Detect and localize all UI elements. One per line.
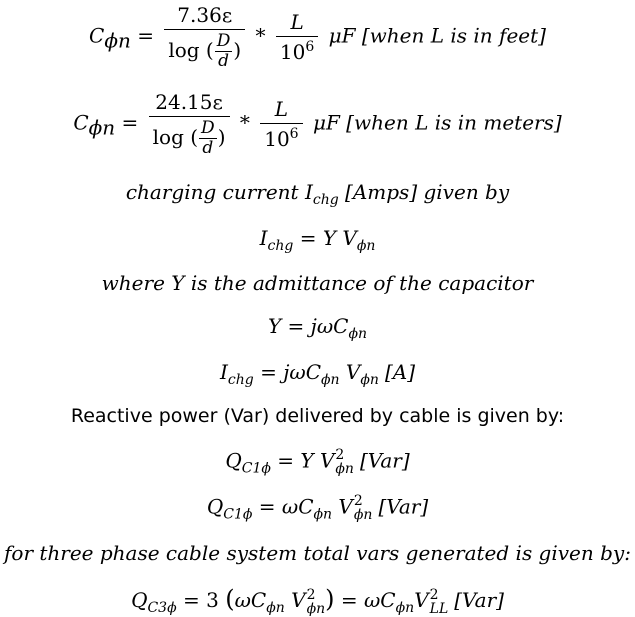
v-sub: ϕn bbox=[306, 600, 326, 617]
charging-current-text bbox=[0, 180, 635, 208]
three-phase-text: for three phase cable system total vars generated is given by: bbox=[4, 541, 631, 565]
lhs-sub: C3ϕ bbox=[147, 600, 177, 616]
lhs-c: C bbox=[89, 23, 105, 48]
big-d: D bbox=[201, 118, 215, 138]
rhs: = Y V bbox=[270, 448, 335, 473]
equals-sign: = bbox=[334, 588, 364, 612]
lhs-sub: ϕn bbox=[348, 326, 368, 342]
equals-sign: = bbox=[137, 23, 154, 48]
lhs-i: I bbox=[259, 226, 268, 250]
unit-text: μF [when L is in feet] bbox=[328, 23, 546, 48]
unit-text: [Var] bbox=[359, 448, 410, 473]
v-supsub bbox=[335, 448, 354, 476]
lhs-q: Q bbox=[206, 494, 224, 519]
v-ll-sub: LL bbox=[429, 600, 449, 617]
v-exp: 2 bbox=[306, 586, 316, 603]
text-post: [Amps] given by bbox=[338, 180, 510, 204]
d-fraction bbox=[215, 33, 233, 70]
rhs-sub: ϕn bbox=[356, 238, 376, 254]
v-supsub bbox=[354, 494, 373, 522]
d-fraction bbox=[199, 120, 217, 157]
v-sub: ϕn bbox=[360, 372, 379, 388]
fraction-epsilon-log bbox=[164, 4, 245, 70]
log-text: log ( bbox=[168, 38, 214, 62]
lhs-sub: C1ϕ bbox=[223, 506, 253, 523]
length-num: L bbox=[276, 11, 318, 37]
equation-reactive-power-y bbox=[0, 448, 635, 477]
unit-text: [Var] bbox=[378, 494, 429, 519]
equals-sign: = bbox=[121, 110, 139, 135]
numerator: 7.36ε bbox=[177, 3, 233, 27]
lhs-q: Q bbox=[225, 448, 242, 473]
equals-three: = 3 bbox=[176, 588, 226, 612]
small-d: d bbox=[202, 138, 214, 158]
equation-reactive-power-omega bbox=[0, 494, 635, 523]
equation-current-expanded bbox=[0, 360, 635, 388]
lhs-sub: ϕn bbox=[104, 28, 131, 53]
numerator: 24.15ε bbox=[155, 90, 223, 114]
omega-c-2: ωC bbox=[364, 588, 396, 612]
v-ll-supsub bbox=[430, 588, 449, 616]
v: V bbox=[284, 588, 306, 612]
log-close: ) bbox=[217, 125, 226, 149]
lhs-sub: chg bbox=[227, 372, 254, 388]
fraction-length bbox=[260, 98, 302, 150]
v: V bbox=[339, 360, 361, 384]
equation-admittance bbox=[0, 314, 635, 342]
omega-c: ωC bbox=[234, 588, 267, 612]
equation-capacitance-feet bbox=[0, 4, 635, 70]
c-sub: ϕn bbox=[313, 506, 333, 523]
mid: = jωC bbox=[253, 360, 322, 384]
exponent: 6 bbox=[289, 126, 299, 142]
small-d: d bbox=[218, 51, 229, 71]
c2-sub: ϕn bbox=[395, 600, 415, 616]
rhs: = ωC bbox=[252, 494, 314, 519]
fraction-length bbox=[276, 11, 318, 63]
v-ll-exp: 2 bbox=[429, 586, 439, 603]
v: V bbox=[332, 494, 353, 519]
ten: 10 bbox=[264, 127, 290, 151]
lhs-c: C bbox=[73, 110, 89, 135]
text-pre: charging current I bbox=[125, 180, 313, 204]
v-ll: V bbox=[414, 588, 429, 612]
unit-text: [Var] bbox=[454, 588, 504, 612]
close-paren: ) bbox=[325, 585, 335, 613]
unit-text: μF [when L is in meters] bbox=[312, 110, 562, 135]
lhs-sub: ϕn bbox=[88, 115, 116, 140]
exponent: 6 bbox=[305, 39, 315, 55]
times-sign: * bbox=[255, 23, 266, 48]
equation-charging-current bbox=[0, 226, 635, 254]
times-sign: * bbox=[239, 110, 250, 135]
lhs-sub: chg bbox=[267, 238, 294, 254]
ten: 10 bbox=[279, 40, 306, 64]
lhs: Y = jωC bbox=[267, 314, 349, 338]
mid-sub: ϕn bbox=[321, 372, 340, 388]
equation-capacitance-meters bbox=[0, 91, 635, 157]
c-sub: ϕn bbox=[266, 600, 285, 616]
v-sub: ϕn bbox=[335, 461, 354, 477]
admittance-text: where Y is the admittance of the capacitor bbox=[101, 271, 534, 295]
lhs-q: Q bbox=[131, 588, 148, 612]
fraction-epsilon-log bbox=[149, 91, 230, 157]
v-exp: 2 bbox=[353, 493, 363, 509]
reactive-power-text: Reactive power (Var) delivered by cable is given by: bbox=[70, 405, 565, 427]
big-d: D bbox=[216, 31, 231, 51]
length-num: L bbox=[260, 98, 302, 124]
text-sub: chg bbox=[312, 192, 339, 208]
lhs-sub: C1ϕ bbox=[241, 460, 271, 477]
unit-text: [A] bbox=[384, 360, 416, 384]
v-supsub bbox=[307, 588, 326, 616]
lhs-i: I bbox=[219, 360, 228, 384]
open-paren: ( bbox=[225, 585, 235, 613]
log-close: ) bbox=[233, 38, 242, 62]
v-exp: 2 bbox=[335, 447, 345, 463]
rhs: = Y V bbox=[293, 226, 357, 250]
equation-three-phase bbox=[0, 585, 635, 616]
log-text: log ( bbox=[152, 125, 199, 149]
v-sub: ϕn bbox=[353, 507, 373, 523]
